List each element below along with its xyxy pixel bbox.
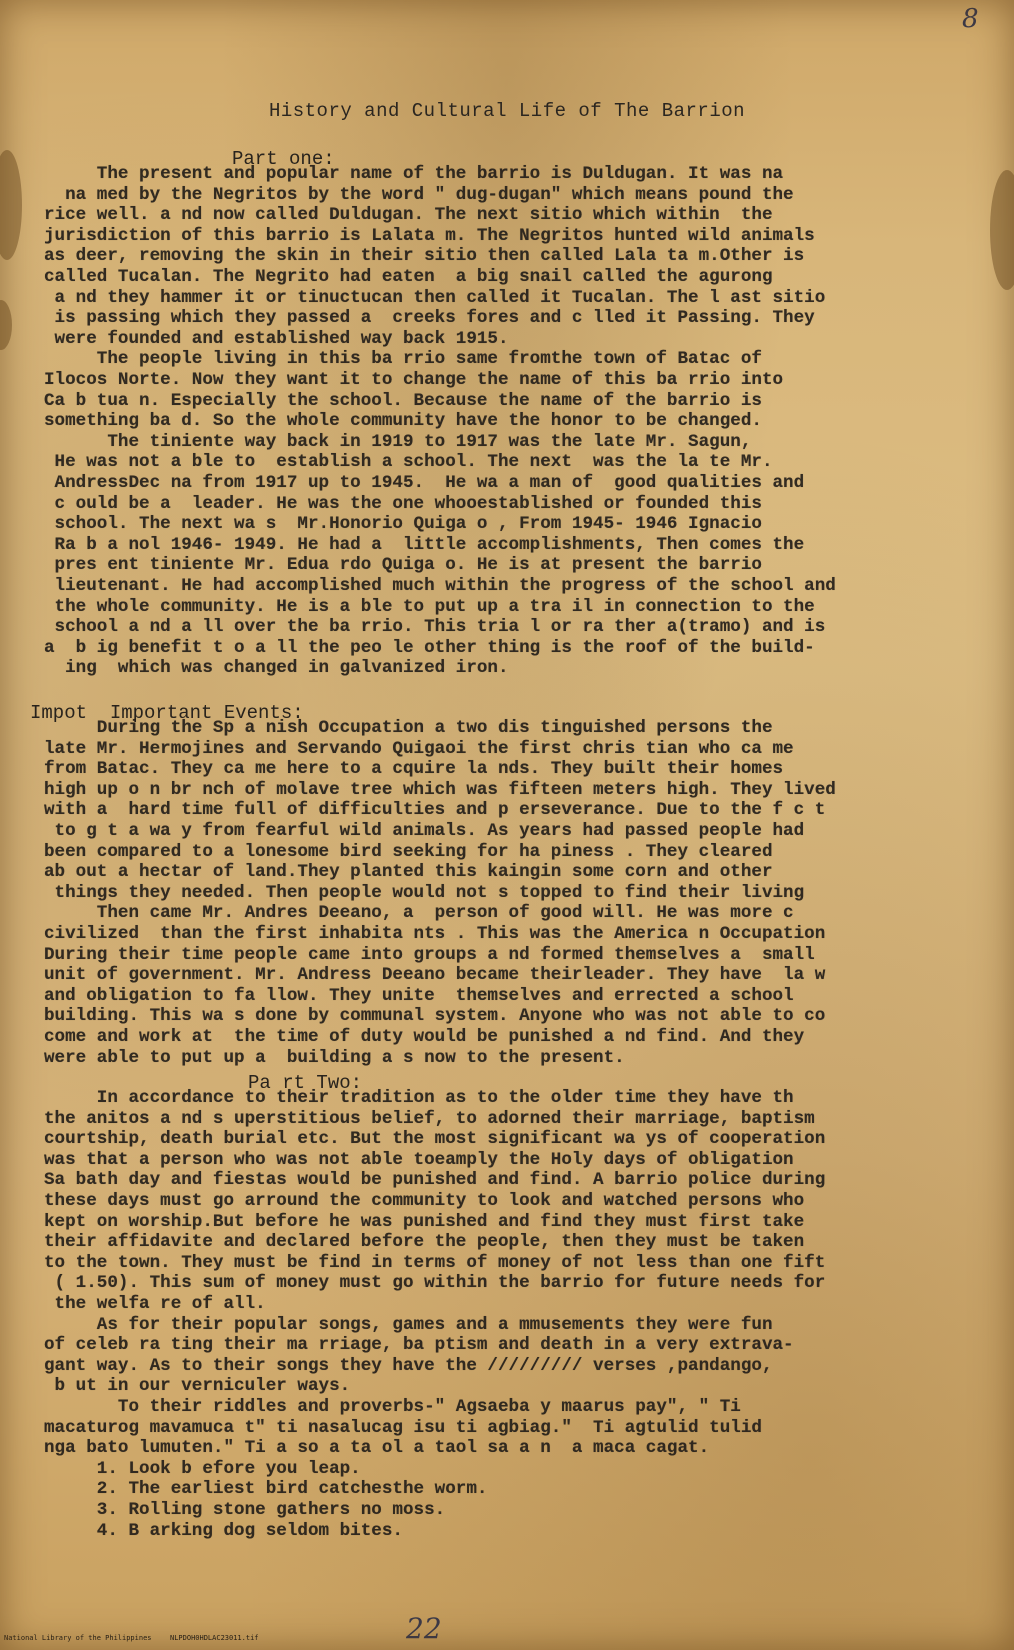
important-events-heading: Impot Important Events: xyxy=(30,702,304,724)
footer-file-name: NLPDOH0HDLAC23011.tif xyxy=(170,1634,259,1642)
text-line: The tiniente way back in 1919 to 1917 was the late Mr. Sagun, xyxy=(44,431,752,452)
text-line: Ra b a nol 1946- 1949. He had a little accomplishments, Then comes the xyxy=(44,534,805,555)
text-line: Ilocos Norte. Now they want it to change the name of this ba rrio into xyxy=(44,370,784,390)
text-line: Ca b tua n. Especially the school. Because the name of the barrio is xyxy=(44,390,762,411)
text-line: AndressDec na from 1917 up to 1945. He wa a man of good qualities and xyxy=(44,473,805,493)
text-line: school. The next wa s Mr.Honorio Quiga o , From 1945- 1946 Ignacio xyxy=(44,514,762,535)
torn-edge-left xyxy=(0,150,22,260)
text-line: as deer, removing the skin in their sitio then called Lala ta m.Other is xyxy=(44,246,805,267)
text-line: the whole community. He is a ble to put up a tra il in connection to the xyxy=(44,596,815,617)
text-line: kept on worship.But before he was punished and find they must first take xyxy=(44,1211,805,1232)
corner-page-number: 8 xyxy=(962,4,979,34)
text-line: the anitos a nd s uperstitious belief, to adorned their marriage, baptism xyxy=(44,1108,815,1129)
text-line: c ould be a leader. He was the one whooestablished or founded this xyxy=(44,493,762,514)
text-line: something ba d. So the whole community have the honor to be changed. xyxy=(44,411,762,432)
text-line: things they needed. Then people would not s topped to find their living xyxy=(44,882,805,903)
torn-edge-right xyxy=(990,170,1014,290)
text-line: been compared to a lonesome bird seeking for ha piness . They cleared xyxy=(44,841,773,862)
text-line: were founded and established way back 1915. xyxy=(44,328,509,349)
text-line: courtship, death burial etc. But the most significant wa ys of cooperation xyxy=(44,1129,826,1150)
text-line: building. This wa s done by communal system. Anyone who was not able to co xyxy=(44,1006,826,1027)
handwritten-page-number: 22 xyxy=(406,1612,442,1645)
text-line: their affidavite and declared before the people, then they must be taken xyxy=(44,1232,805,1253)
text-line: come and work at the time of duty would be punished a nd find. And they xyxy=(44,1027,805,1047)
text-line: called Tucalan. The Negrito had eaten a big snail called the agurong xyxy=(44,267,773,287)
text-line: He was not a ble to establish a school. The next was the la te Mr. xyxy=(44,452,784,473)
text-line: 2. The earliest bird catchesthe worm. xyxy=(44,1479,488,1500)
text-line: these days must go arround the community to look and watched persons who xyxy=(44,1191,805,1211)
text-line: b ut in our verniculer ways. xyxy=(44,1376,351,1397)
text-line: Sa bath day and fiestas would be punished and find. A barrio police during xyxy=(44,1170,826,1191)
text-line: to the town. They must be find in terms of money of not less than one fift xyxy=(44,1252,826,1273)
text-line: lieutenant. He had accomplished much within the progress of the school and xyxy=(44,576,836,596)
text-line: school a nd a ll over the ba rrio. This tria l or ra ther a(tramo) and is xyxy=(44,617,826,638)
text-line: As for their popular songs, games and a mmusements they were fun xyxy=(44,1314,773,1335)
text-line: was that a person who was not able toeamply the Holy days of obligation xyxy=(44,1149,794,1170)
text-line: is passing which they passed a creeks fores and c lled it Passing. They xyxy=(44,308,815,329)
text-line: civilized than the first inhabita nts . This was the America n Occupation xyxy=(44,924,826,944)
text-line: To their riddles and proverbs-" Agsaeba y maarus pay", " Ti xyxy=(44,1397,741,1417)
text-line: nga bato lumuten." Ti a so a ta ol a taol sa a n a maca cagat. xyxy=(44,1438,710,1459)
text-line: the welfa re of all. xyxy=(44,1294,266,1314)
text-line: ( 1.50). This sum of money must go within the barrio for future needs for xyxy=(44,1273,826,1294)
part-one-heading: Part one: xyxy=(232,148,335,170)
text-line: The people living in this ba rrio same fromthe town of Batac of xyxy=(44,349,762,370)
text-line: 4. B arking dog seldom bites. xyxy=(44,1520,403,1541)
text-line: Then came Mr. Andres Deeano, a person of good will. He was more c xyxy=(44,903,794,924)
text-line: rice well. a nd now called Duldugan. The next sitio which within the xyxy=(44,205,773,226)
text-line: of celeb ra ting their ma rriage, ba ptism and death in a very extrava- xyxy=(44,1335,794,1356)
text-line: jurisdiction of this barrio is Lalata m. The Negritos hunted wild animals xyxy=(44,225,815,246)
text-line: late Mr. Hermojines and Servando Quigaoi the first chris tian who ca me xyxy=(44,738,794,759)
text-line: to g t a wa y from fearful wild animals. As years had passed people had xyxy=(44,821,805,841)
text-line: and obligation to fa llow. They unite themselves and errected a school xyxy=(44,985,794,1006)
footer-library-name: National Library of the Philippines xyxy=(4,1634,152,1642)
text-line: high up o n br nch of molave tree which was fifteen meters high. They lived xyxy=(44,779,836,800)
text-line: gant way. As to their songs they have the ///////// verses ,pandango, xyxy=(44,1355,773,1376)
text-line: from Batac. They ca me here to a cquire la nds. They built their homes xyxy=(44,759,784,780)
torn-edge-left-2 xyxy=(0,300,12,350)
text-line: ing which was changed in galvanized iron. xyxy=(44,658,509,679)
text-line: macaturog mavamuca t" ti nasalucag isu ti agbiag." Ti agtulid tulid xyxy=(44,1417,762,1438)
part-two-heading: Pa rt Two: xyxy=(248,1072,363,1094)
text-line: ab out a hectar of land.They planted this kaingin some corn and other xyxy=(44,862,773,883)
text-line: pres ent tiniente Mr. Edua rdo Quiga o. He is at present the barrio xyxy=(44,555,762,576)
text-line: with a hard time full of difficulties and p erseverance. Due to the f c t xyxy=(44,800,826,821)
text-line: a nd they hammer it or tinuctucan then called it Tucalan. The l ast sitio xyxy=(44,287,826,308)
text-line: In accordance to their tradition as to the older time they have th xyxy=(44,1088,794,1108)
text-line: 1. Look b efore you leap. xyxy=(44,1458,361,1479)
text-line: a b ig benefit t o a ll the peo le other thing is the roof of the build- xyxy=(44,637,815,658)
text-line: unit of government. Mr. Andress Deeano became theirleader. They have la w xyxy=(44,965,826,986)
document-title: History and Cultural Life of The Barrion xyxy=(268,100,746,122)
text-line: were able to put up a building a s now to the present. xyxy=(44,1047,625,1068)
text-line: na med by the Negritos by the word " dug-dugan" which means pound the xyxy=(44,184,794,205)
text-line: 3. Rolling stone gathers no moss. xyxy=(44,1500,446,1520)
text-line: During the Sp a nish Occupation a two dis tinguished persons the xyxy=(44,718,773,738)
text-line: During their time people came into groups a nd formed themselves a small xyxy=(44,944,815,965)
text-line: The present and popular name of the barrio is Duldugan. It was na xyxy=(44,164,784,184)
